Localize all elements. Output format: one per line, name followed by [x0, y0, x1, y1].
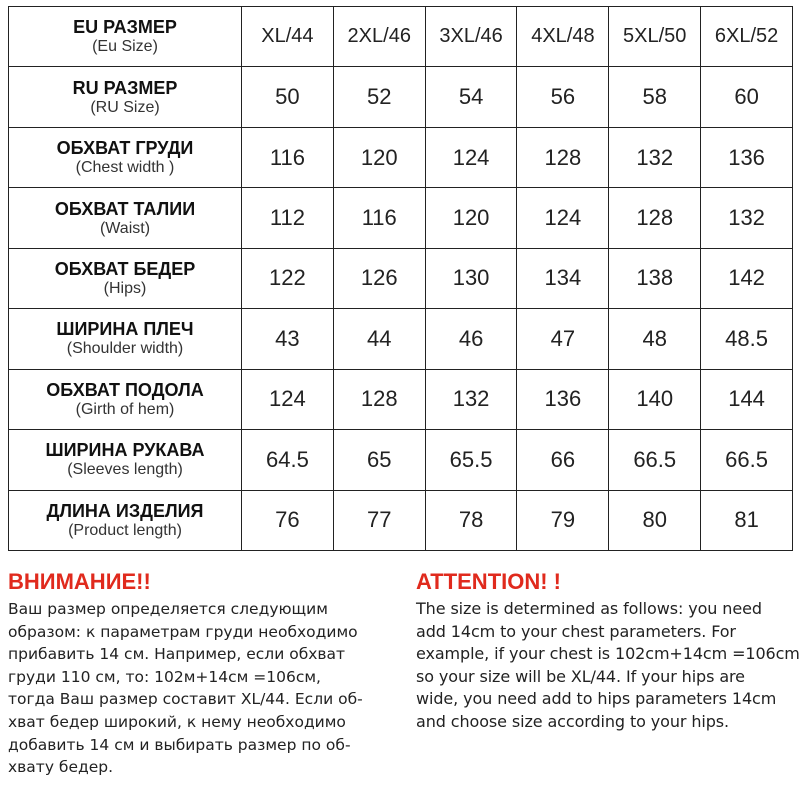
cell-value: 122	[269, 265, 306, 291]
table-cell	[333, 67, 425, 127]
cell-value: 124	[544, 205, 582, 231]
table-cell	[242, 188, 334, 248]
table-cell	[609, 188, 701, 248]
cell-value: 120	[452, 205, 490, 231]
cell-value: 142	[728, 265, 765, 291]
row-label-cell	[9, 188, 242, 248]
table-cell	[517, 248, 609, 308]
cell-value: 78	[458, 507, 484, 533]
notice-line: прибавить 14 см. Например, если обхват	[8, 645, 346, 664]
table-cell	[242, 490, 334, 551]
cell-value: 124	[269, 386, 306, 412]
cell-value: 48.5	[725, 325, 768, 351]
table-cell	[701, 369, 793, 429]
cell-value: 65	[367, 446, 392, 472]
table-cell	[517, 188, 609, 248]
size-header-cell	[701, 7, 793, 67]
size-value: 5XL/50	[623, 25, 687, 48]
table-cell	[701, 188, 793, 248]
table-cell	[333, 309, 425, 369]
cell-value: 81	[734, 507, 759, 533]
table-cell	[517, 67, 609, 127]
cell-value: 144	[728, 386, 765, 412]
table-cell	[701, 430, 793, 490]
param-name: ОБХВАТ ТАЛИИ	[54, 198, 196, 219]
attention-notice-ru	[8, 568, 406, 779]
notice-line: and choose size according to your hips.	[416, 711, 730, 731]
cell-value: 79	[550, 507, 576, 533]
param-name: ОБХВАТ ГРУДИ	[56, 138, 194, 159]
cell-value: 136	[544, 386, 582, 412]
param-name: ШИРИНА ПЛЕЧ	[56, 319, 194, 340]
param-sub: (Hips)	[103, 279, 147, 297]
table-cell	[425, 430, 517, 490]
cell-value: 124	[452, 144, 490, 170]
cell-value: 116	[269, 144, 305, 170]
table-cell	[609, 490, 701, 551]
cell-value: 44	[367, 325, 392, 351]
row-label-cell	[9, 127, 242, 187]
notice-line: хвату бедер.	[8, 758, 114, 777]
size-header-cell	[242, 7, 334, 67]
cell-value: 138	[636, 265, 674, 291]
cell-value: 66.5	[633, 446, 677, 472]
row-label-cell	[9, 430, 242, 490]
cell-value: 132	[728, 205, 765, 231]
row-label-cell	[9, 67, 242, 127]
table-cell	[333, 248, 425, 308]
table-cell	[242, 67, 334, 127]
table-cell	[333, 127, 425, 187]
table-cell	[609, 67, 701, 127]
attention-body-ru	[8, 598, 406, 779]
cell-value: 116	[361, 205, 397, 231]
param-name: RU РАЗМЕР	[72, 77, 178, 98]
table-row	[9, 188, 793, 248]
cell-value: 128	[636, 205, 674, 231]
row-label-cell	[9, 309, 242, 369]
table-cell	[701, 248, 793, 308]
row-label-cell	[9, 248, 242, 308]
param-sub: (Product length)	[68, 521, 182, 539]
table-row	[9, 309, 793, 369]
table-cell	[609, 369, 701, 429]
param-name: ДЛИНА ИЗДЕЛИЯ	[46, 500, 204, 521]
cell-value: 120	[360, 144, 398, 170]
cell-value: 132	[636, 144, 674, 170]
cell-value: 112	[269, 205, 305, 231]
notice-line: груди 110 см, то: 102м+14см =106см,	[8, 667, 321, 686]
size-header-cell	[517, 7, 609, 67]
table-cell	[242, 309, 334, 369]
notice-line: add 14cm to your chest parameters. For	[416, 621, 736, 641]
param-name: ОБХВАТ ПОДОЛА	[46, 379, 204, 400]
cell-value: 77	[367, 507, 392, 533]
cell-value: 50	[275, 84, 300, 110]
cell-value: 43	[275, 325, 300, 351]
param-sub: (Sleeves length)	[67, 461, 183, 479]
notice-line: so your size will be XL/44. If your hips are	[416, 666, 745, 686]
cell-value: 52	[367, 84, 392, 110]
cell-value: 128	[360, 386, 398, 412]
table-cell	[517, 127, 609, 187]
table-cell	[242, 430, 334, 490]
param-name: EU РАЗМЕР	[73, 17, 177, 38]
table-cell	[701, 490, 793, 551]
cell-value: 132	[452, 386, 490, 412]
cell-value: 130	[452, 265, 490, 291]
notice-line: The size is determined as follows: you need	[416, 599, 762, 618]
table-cell	[242, 248, 334, 308]
table-cell	[425, 248, 517, 308]
cell-value: 65.5	[449, 446, 493, 472]
size-chart-table	[8, 6, 793, 551]
notice-line: тогда Ваш размер составит XL/44. Если об-	[8, 690, 363, 709]
table-row	[9, 369, 793, 429]
table-cell	[333, 490, 425, 551]
attention-notice-en	[416, 568, 800, 734]
notice-line: Ваш размер определяется следующим	[8, 600, 328, 618]
notice-line: добавить 14 см и выбирать размер по об-	[8, 735, 351, 754]
table-cell	[609, 248, 701, 308]
table-cell	[609, 127, 701, 187]
table-row	[9, 67, 793, 127]
cell-value: 126	[360, 265, 398, 291]
cell-value: 47	[550, 325, 576, 351]
size-value: 4XL/48	[531, 25, 595, 48]
row-label-cell	[9, 490, 242, 551]
table-cell	[701, 127, 793, 187]
table-cell	[425, 369, 517, 429]
table-row	[9, 248, 793, 308]
cell-value: 60	[734, 84, 759, 110]
table-cell	[333, 188, 425, 248]
notice-line: образом: к параметрам груди необходимо	[8, 622, 358, 641]
cell-value: 66	[550, 446, 576, 472]
param-sub: (Eu Size)	[92, 38, 158, 56]
table-cell	[425, 188, 517, 248]
table-cell	[609, 309, 701, 369]
attention-title-ru: ВНИМАНИЕ!!	[8, 569, 151, 594]
cell-value: 76	[275, 507, 300, 533]
attention-title-en: ATTENTION! !	[416, 569, 562, 594]
cell-value: 80	[642, 507, 667, 533]
size-header-cell	[609, 7, 701, 67]
table-cell	[242, 127, 334, 187]
table-row-header	[9, 7, 793, 67]
table-cell	[425, 309, 517, 369]
param-name: ШИРИНА РУКАВА	[45, 440, 205, 461]
table-cell	[517, 490, 609, 551]
size-header-cell	[333, 7, 425, 67]
cell-value: 54	[458, 84, 484, 110]
param-name: ОБХВАТ БЕДЕР	[54, 258, 196, 279]
size-value: XL/44	[261, 25, 314, 48]
size-value: 6XL/52	[714, 25, 779, 48]
size-value: 3XL/46	[439, 25, 503, 48]
cell-value: 136	[728, 144, 765, 170]
table-cell	[425, 67, 517, 127]
cell-value: 46	[458, 325, 484, 351]
size-value: 2XL/46	[347, 25, 411, 48]
table-cell	[333, 369, 425, 429]
cell-value: 48	[642, 325, 667, 351]
cell-value: 56	[550, 84, 576, 110]
row-label-cell	[9, 7, 242, 67]
table-cell	[517, 369, 609, 429]
table-cell	[242, 369, 334, 429]
notice-line: хват бедер широкий, к нему необходимо	[8, 712, 346, 731]
cell-value: 134	[544, 265, 582, 291]
param-sub: (Chest width )	[75, 159, 175, 177]
table-cell	[701, 67, 793, 127]
table-cell	[425, 127, 517, 187]
param-sub: (RU Size)	[90, 98, 160, 116]
cell-value: 64.5	[266, 446, 309, 472]
table-cell	[333, 430, 425, 490]
table-cell	[517, 309, 609, 369]
notice-line: wide, you need add to hips parameters 14cm	[416, 689, 777, 709]
row-label-cell	[9, 369, 242, 429]
cell-value: 58	[642, 84, 667, 110]
cell-value: 66.5	[725, 446, 768, 472]
table-row	[9, 490, 793, 551]
notice-line: example, if your chest is 102cm+14cm =106cm	[416, 644, 800, 664]
table-cell	[425, 490, 517, 551]
table-cell	[609, 430, 701, 490]
attention-body-en	[416, 598, 800, 734]
size-chart-body	[9, 7, 793, 551]
param-sub: (Shoulder width)	[66, 340, 184, 358]
cell-value: 140	[636, 386, 674, 412]
table-row	[9, 430, 793, 490]
param-sub: (Waist)	[99, 219, 151, 237]
table-cell	[517, 430, 609, 490]
table-cell	[701, 309, 793, 369]
size-header-cell	[425, 7, 517, 67]
param-sub: (Girth of hem)	[75, 400, 175, 418]
cell-value: 128	[544, 144, 582, 170]
table-row	[9, 127, 793, 187]
